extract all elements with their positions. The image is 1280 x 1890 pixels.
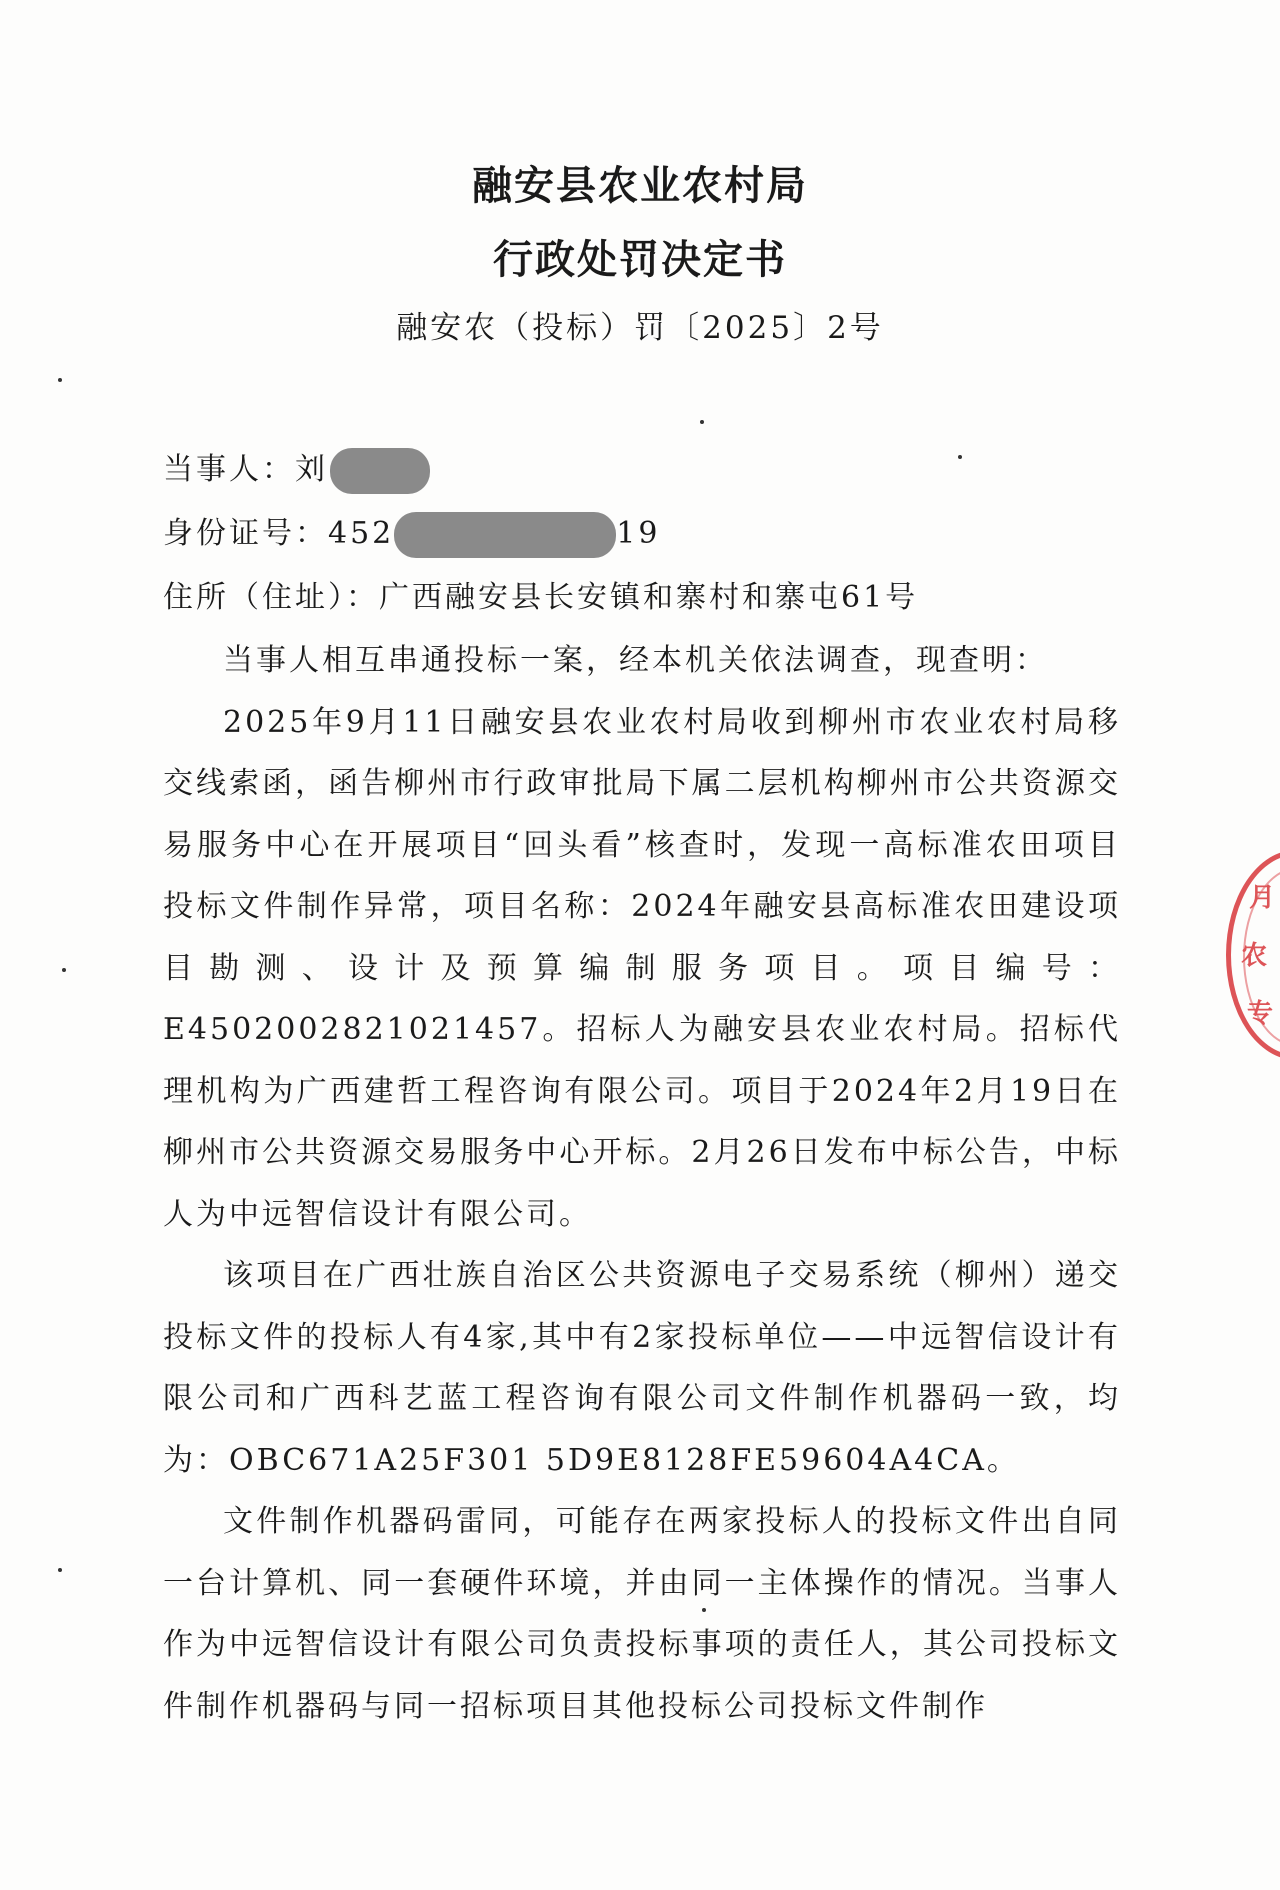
document-number: 融安农（投标）罚〔2025〕2号 [396, 310, 884, 346]
official-seal-stamp [1226, 850, 1280, 1060]
paragraph-facts: 2025年9月11日融安县农业农村局收到柳州市农业农村局移交线索函，函告柳州市行政审批局下属二层机构柳州市公共资源交易服务中心在开展项目“回头看”核查时，发现一高标准农田项目投标文件制作异常，项目名称：2024年融安县高标准农田建设项目勘测、设计及预算编制服务项目。项目编号：E4502002821021457。招标人为融安县农业农村局。招标代理机构为广西建哲工程咨询有限公司。项目于2024年2月19日在柳州市公共资源交易服务中心开标。2月26日发布中标公告，中标人为中远智信设计有限公司。 [163, 704, 1121, 1232]
party-id-line [163, 508, 660, 558]
party-id-suffix: 19 [616, 516, 661, 551]
party-address-line: 住所（住址）：广西融安县长安镇和寨村和寨屯61号 [163, 580, 919, 615]
scan-speck [958, 455, 962, 459]
seal-glyph: 专 [1247, 999, 1274, 1029]
redacted-id-block [394, 512, 616, 558]
redacted-name-block [330, 448, 430, 494]
document-body [163, 630, 1121, 1737]
seal-glyph: 月 [1249, 883, 1276, 913]
scan-speck [702, 1608, 706, 1612]
seal-glyph: 农 [1241, 941, 1268, 971]
scan-speck [62, 968, 66, 972]
document-title-agency: 融安县农业农村局 [472, 162, 808, 209]
party-name-label: 当事人：刘 [163, 452, 328, 487]
scan-speck [700, 420, 704, 424]
scan-speck [58, 1568, 62, 1572]
paragraph-bidders: 该项目在广西壮族自治区公共资源电子交易系统（柳州）递交投标文件的投标人有4家,其中有2家投标单位——中远智信设计有限公司和广西科艺蓝工程咨询有限公司文件制作机器码一致，均为：OBC671A25F301 5D9E8128FE59604A4CA。 [163, 1258, 1121, 1478]
party-id-label: 身份证号：452 [163, 516, 395, 551]
document-title-type: 行政处罚决定书 [493, 236, 787, 283]
scan-speck [58, 378, 62, 382]
paragraph-case-intro: 当事人相互串通投标一案，经本机关依法调查，现查明： [223, 643, 1048, 678]
paragraph-machine-code: 文件制作机器码雷同，可能存在两家投标人的投标文件出自同一台计算机、同一套硬件环境，并由同一主体操作的情况。当事人作为中远智信设计有限公司负责投标事项的责任人，其公司投标文件制作机器码与同一招标项目其他投标公司投标文件制作 [163, 1504, 1121, 1724]
party-name-line [163, 444, 430, 494]
